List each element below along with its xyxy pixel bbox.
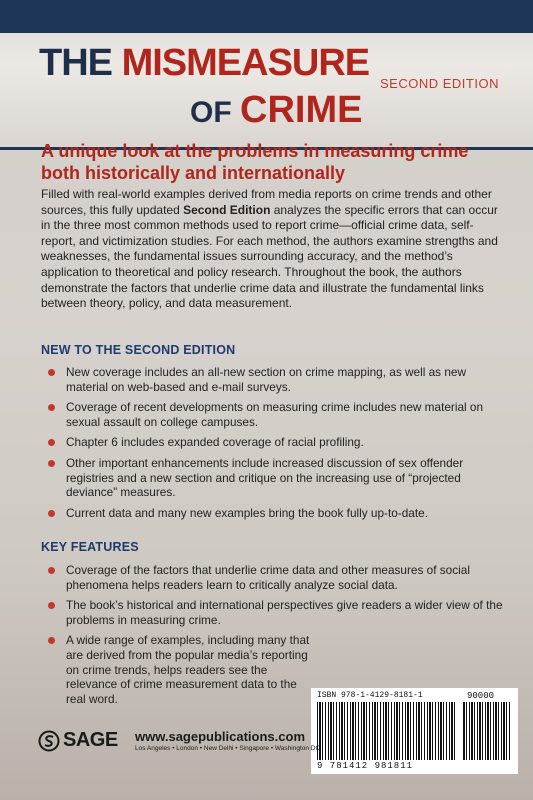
list-item-text: The book’s historical and international perspectives give readers a wider view of the problems in measuring crime. bbox=[66, 598, 503, 627]
barcode-addon-bars bbox=[463, 702, 511, 760]
intro-after-bold: analyzes the specific errors that can occur in the three most common methods used to report crime—official crime data, self-report, and victimization studies. For each method, the authors examine strengths and weaknesses, the fundamental issues surrounding accuracy, and the method’s application to theoretical and policy research. Throughout the book, the authors demonstrate the factors that underlie crime data and illustrate the fundamental links between theory, policy, and data measurement. bbox=[41, 202, 498, 311]
key-features-heading: KEY FEATURES bbox=[41, 540, 139, 554]
list-item-text: Chapter 6 includes expanded coverage of racial profiling. bbox=[66, 435, 364, 450]
list-item bbox=[48, 456, 503, 500]
bullet-dot-icon bbox=[48, 637, 55, 644]
bullet-dot-icon bbox=[48, 510, 55, 517]
bullet-dot-icon bbox=[48, 404, 55, 411]
title-line-2 bbox=[190, 90, 362, 133]
edition-label: SECOND EDITION bbox=[380, 76, 499, 91]
publisher-url: www.sagepublications.com bbox=[135, 729, 305, 744]
publisher-cities: Los Angeles • London • New Delhi • Singapore • Washington DC bbox=[135, 745, 321, 752]
list-item bbox=[48, 563, 503, 592]
new-edition-list bbox=[48, 365, 503, 526]
isbn-label: ISBN 978-1-4129-8181-1 bbox=[317, 691, 423, 700]
headline: A unique look at the problems in measuring crime both historically and internationally bbox=[41, 141, 469, 183]
title-prefix-2: OF bbox=[190, 96, 240, 129]
list-item-text: Current data and many new examples bring the book fully up-to-date. bbox=[66, 505, 428, 520]
bullet-dot-icon bbox=[48, 602, 55, 609]
bullet-dot-icon bbox=[48, 460, 55, 467]
intro-paragraph bbox=[41, 187, 501, 312]
list-item-text: A wide range of examples, including many that are derived from the popular media’s reporting on crime trends, helps readers see the relevance of crime measurement data to the real word. bbox=[66, 633, 310, 706]
bullet-dot-icon bbox=[48, 439, 55, 446]
list-item bbox=[48, 506, 503, 521]
title-line-1 bbox=[39, 43, 369, 83]
intro-before-bold: Filled with real-world examples derived from media reports on crime trends and other sources, this fully updated bbox=[41, 187, 492, 217]
bullet-dot-icon bbox=[48, 369, 55, 376]
list-item-text: Coverage of the factors that underlie crime data and other measures of social phenomena helps readers learn to critically analyze social data. bbox=[66, 563, 470, 592]
sage-swirl-icon bbox=[38, 730, 60, 752]
bullet-dot-icon bbox=[48, 567, 55, 574]
title-prefix-1: THE bbox=[39, 42, 122, 84]
list-item bbox=[48, 400, 503, 429]
barcode-addon-number: 90000 bbox=[467, 691, 495, 701]
list-item bbox=[48, 435, 503, 450]
ean-number: 9 781412 981811 bbox=[317, 761, 414, 771]
list-item-text: New coverage includes an all-new section on crime mapping, as well as new material on web-based and e-mail surveys. bbox=[66, 365, 466, 394]
isbn-barcode bbox=[311, 688, 518, 774]
sage-wordmark: SAGE bbox=[63, 729, 118, 751]
list-item-text: Coverage of recent developments on measuring crime includes new material on sexual assault on college campuses. bbox=[66, 400, 484, 429]
list-item bbox=[48, 598, 503, 627]
title-word-mismeasure: MISMEASURE bbox=[121, 42, 370, 84]
intro-bold: Second Edition bbox=[183, 202, 271, 217]
list-item bbox=[48, 633, 316, 706]
title-word-crime: CRIME bbox=[240, 89, 363, 131]
list-item bbox=[48, 365, 503, 394]
publisher-logo bbox=[38, 729, 118, 752]
new-edition-heading: NEW TO THE SECOND EDITION bbox=[41, 343, 236, 357]
barcode-bars bbox=[317, 702, 457, 760]
top-navy-band bbox=[0, 0, 533, 33]
list-item-text: Other important enhancements include increased discussion of sex offender registries and a new section and critique on the increasing use of “projected deviance” measures. bbox=[66, 455, 464, 500]
